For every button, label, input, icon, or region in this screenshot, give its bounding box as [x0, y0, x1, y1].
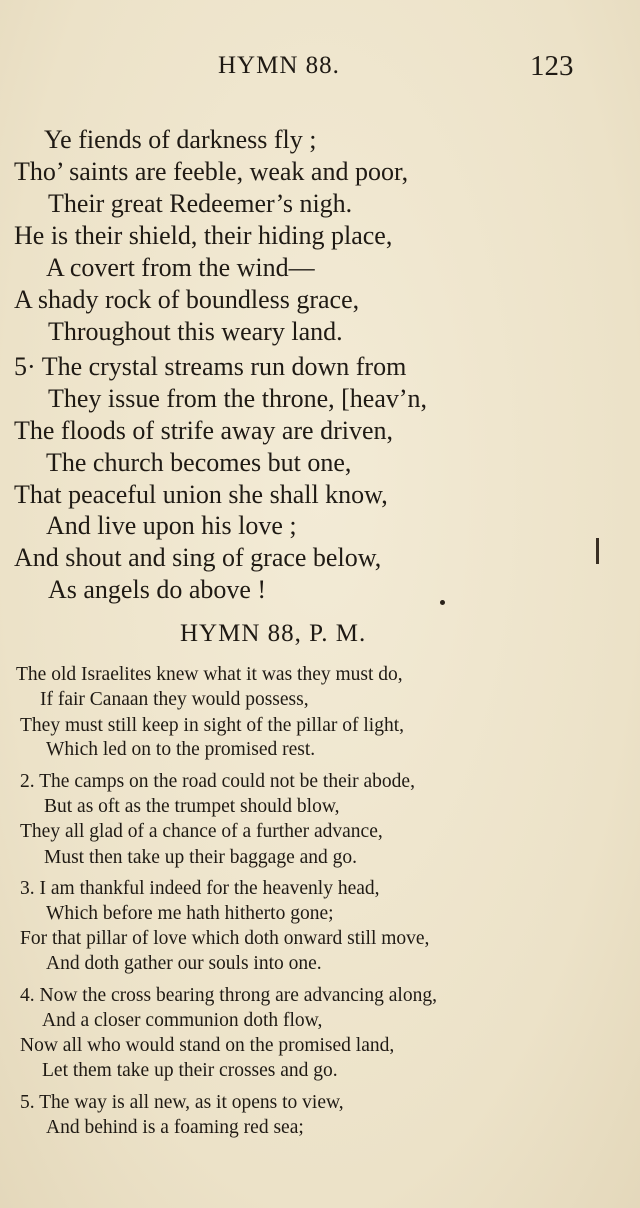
verse-line: 3. I am thankful indeed for the heavenly head, — [20, 878, 380, 899]
verse-line: He is their shield, their hiding place, — [14, 221, 393, 250]
verse-line: But as oft as the trumpet should blow, — [44, 796, 340, 817]
verse-line: 5· The crystal streams run down from — [14, 352, 407, 381]
verse-line: If fair Canaan they would possess, — [40, 689, 309, 710]
verse-line: Let them take up their crosses and go. — [42, 1060, 338, 1081]
verse-line: A covert from the wind— — [46, 253, 315, 282]
verse-line: A shady rock of boundless grace, — [14, 285, 360, 314]
verse-line: Throughout this weary land. — [48, 317, 343, 346]
running-head-title: HYMN 88. — [218, 52, 340, 79]
verse-line: 2. The camps on the road could not be their abode, — [20, 771, 415, 792]
verse-line: Which before me hath hitherto gone; — [46, 903, 334, 924]
verse-line: The old Israelites knew what it was they must do, — [16, 664, 403, 685]
verse-line: And behind is a foaming red sea; — [46, 1117, 304, 1138]
page-number: 123 — [530, 50, 574, 82]
verse-line: For that pillar of love which doth onward still move, — [20, 928, 430, 949]
verse-line: 5. The way is all new, as it opens to view, — [20, 1092, 344, 1113]
verse-line: As angels do above ! — [48, 575, 267, 604]
ornament-dot — [440, 600, 445, 605]
verse-line: They must still keep in sight of the pillar of light, — [20, 715, 404, 736]
verse-line: The floods of strife away are driven, — [14, 416, 394, 445]
margin-mark — [596, 538, 599, 564]
verse-line: And a closer communion doth flow, — [42, 1010, 323, 1031]
verse-line: The church becomes but one, — [46, 448, 352, 477]
verse-line: Now all who would stand on the promised land, — [20, 1035, 395, 1056]
verse-line: That peaceful union she shall know, — [14, 480, 388, 509]
verse-line: And doth gather our souls into one. — [46, 953, 322, 974]
verse-line: Their great Redeemer’s nigh. — [48, 189, 353, 218]
verse-line: 4. Now the cross bearing throng are advancing along, — [20, 985, 437, 1006]
verse-line: They issue from the throne, [heav’n, — [48, 384, 428, 413]
verse-line: Must then take up their baggage and go. — [44, 847, 357, 868]
verse-line: Which led on to the promised rest. — [46, 739, 316, 760]
verse-line: And live upon his love ; — [46, 511, 297, 540]
verse-line: They all glad of a chance of a further advance, — [20, 821, 383, 842]
hymn-title: HYMN 88, P. M. — [180, 620, 367, 647]
verse-line: And shout and sing of grace below, — [14, 543, 382, 572]
verse-line: Ye fiends of darkness fly ; — [44, 125, 317, 154]
running-head — [0, 52, 640, 86]
verse-line: Tho’ saints are feeble, weak and poor, — [14, 157, 409, 186]
